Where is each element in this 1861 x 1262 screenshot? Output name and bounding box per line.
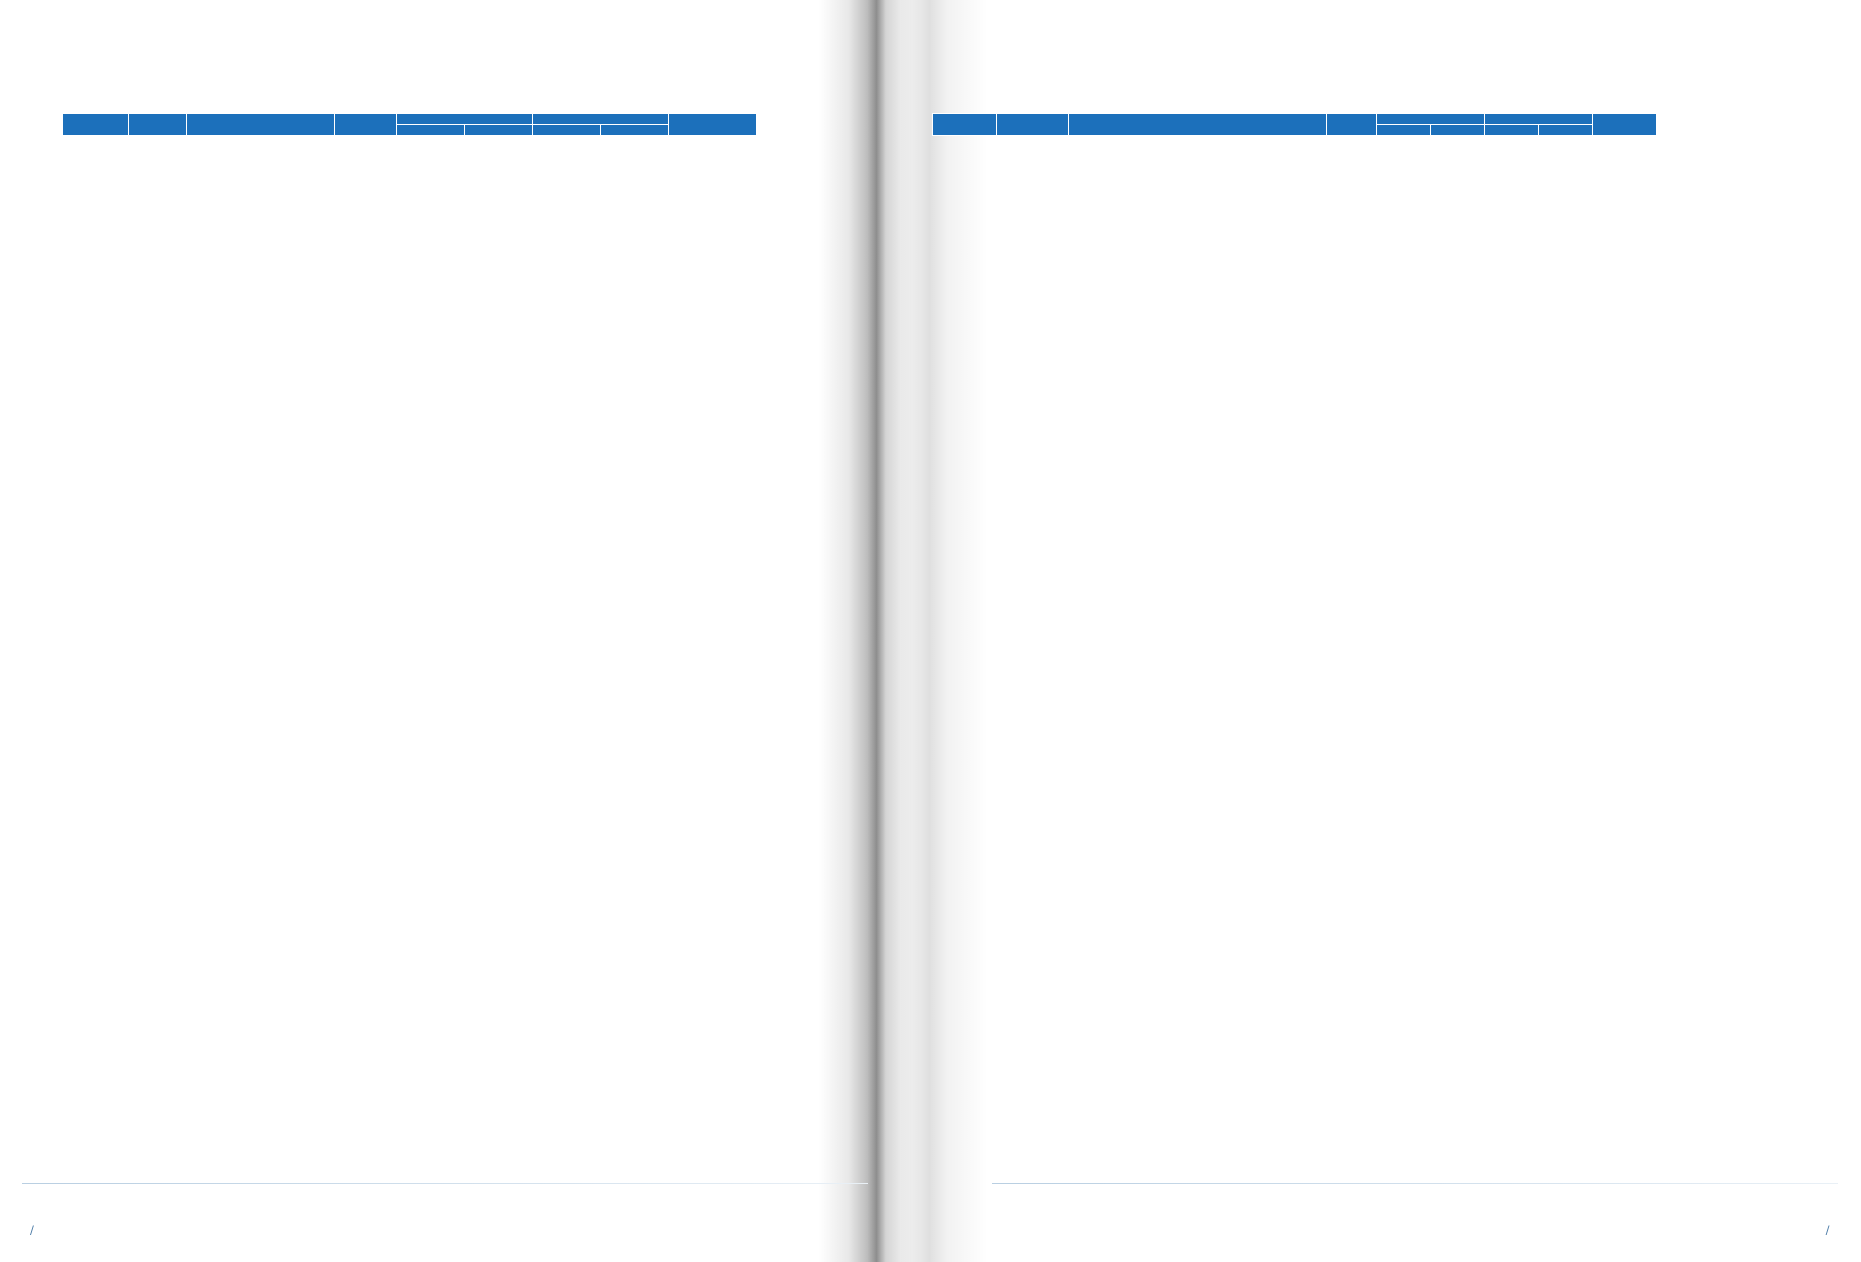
left-footer-rule xyxy=(22,1183,868,1184)
art-score-table xyxy=(62,113,757,136)
th-admitted xyxy=(1327,114,1377,136)
left-footer-brand xyxy=(30,1223,34,1240)
th-category xyxy=(129,114,187,136)
th-prof-min xyxy=(1485,125,1539,136)
footer-separator: / xyxy=(30,1223,35,1237)
left-page xyxy=(0,0,930,1262)
th-culture-min xyxy=(397,125,465,136)
th-province xyxy=(933,114,997,136)
th-culture-group xyxy=(1377,114,1485,125)
th-composite xyxy=(669,114,757,136)
th-professional-group xyxy=(533,114,669,125)
art-header-row-1 xyxy=(63,114,757,125)
th-culture-min xyxy=(1377,125,1431,136)
left-footer xyxy=(22,1223,34,1240)
sports-score-table xyxy=(932,113,1657,136)
th-professional-group xyxy=(1485,114,1593,125)
th-culture-line xyxy=(465,125,533,136)
art-score-table-wrap xyxy=(62,113,757,136)
th-major xyxy=(1069,114,1327,136)
right-footer xyxy=(1826,1223,1838,1240)
right-footer-rule xyxy=(992,1183,1838,1184)
th-composite xyxy=(1593,114,1657,136)
sports-score-table-wrap xyxy=(932,113,1657,136)
right-footer-brand xyxy=(1826,1223,1830,1240)
sports-header-row-1 xyxy=(933,114,1657,125)
right-page xyxy=(930,0,1860,1262)
th-culture-line xyxy=(1431,125,1485,136)
th-prof-line xyxy=(1539,125,1593,136)
th-prof-line xyxy=(601,125,669,136)
th-admitted xyxy=(335,114,397,136)
th-province xyxy=(63,114,129,136)
th-category xyxy=(997,114,1069,136)
th-major xyxy=(187,114,335,136)
th-prof-min xyxy=(533,125,601,136)
th-culture-group xyxy=(397,114,533,125)
footer-separator: / xyxy=(1825,1223,1830,1237)
